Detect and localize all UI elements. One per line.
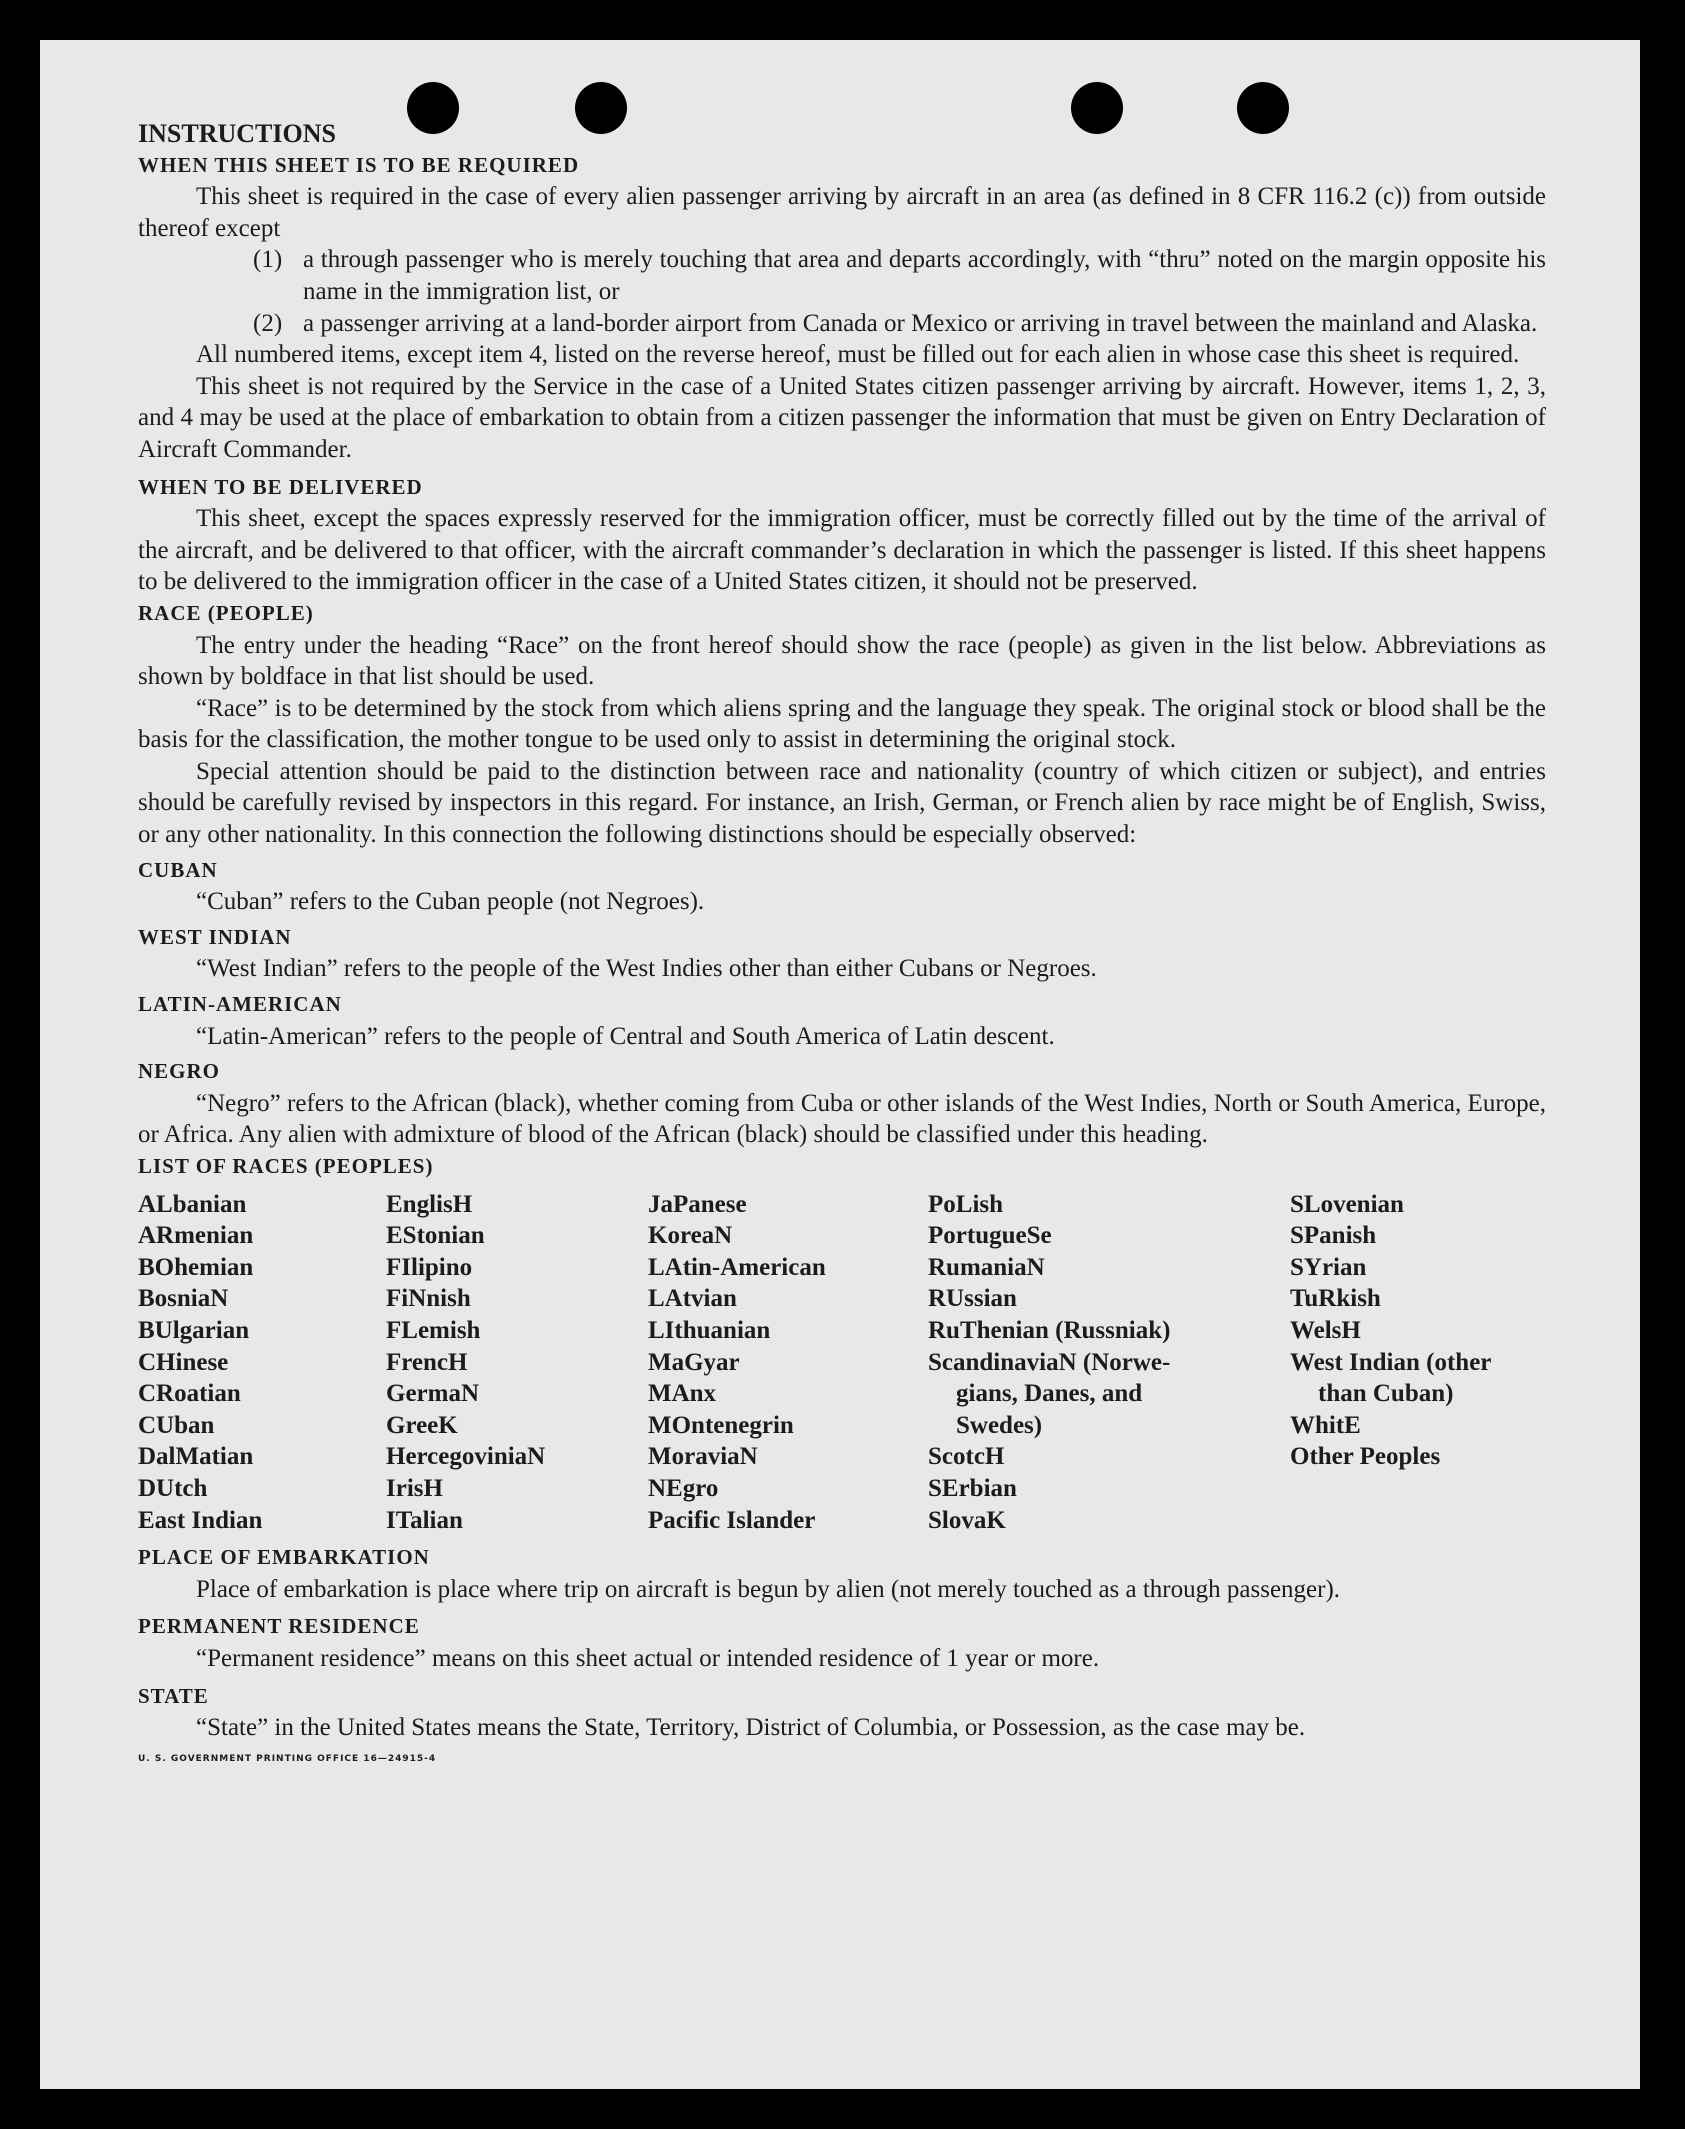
race-entry: RUssian [928,1285,1017,1313]
race-entry: RumaniaN [928,1253,1045,1281]
race-entry: SErbian [928,1474,1017,1502]
list-item [138,308,1546,340]
list-item [138,244,1546,307]
heading-negro: NEGRO [138,1059,221,1084]
printer-imprint: U. S. GOVERNMENT PRINTING OFFICE 16—24915-4 [138,1753,437,1764]
race-entry: PortugueSe [928,1222,1052,1250]
race-entry: EStonian [386,1222,485,1250]
races-column-5 [1290,1189,1546,1537]
race-entry: EnglisH [386,1190,473,1218]
race-entry: FLemish [386,1316,481,1344]
paragraph: This sheet is required in the case of every alien passenger arriving by aircraft in an area (as defined in 8 CFR 116.2 (c)) from outside thereof except [138,183,1546,242]
race-entry: HercegoviniaN [386,1443,546,1471]
item-number: (1) [253,246,283,274]
paragraph: This sheet, except the spaces expressly reserved for the immigration officer, must be correctly filled out by the time of the arrival of the aircraft, and be delivered to that officer, with the aircraft commander’s declaration in which the passenger is listed. If this sheet happens to be delivered to the immigration officer in the case of a United States citizen, it should not be preserved. [138,505,1546,596]
heading-when-delivered: WHEN TO BE DELIVERED [138,474,423,499]
race-entry-continued: than Cuban) [1318,1380,1454,1408]
paragraph: “Latin-American” refers to the people of Central and South America of Latin descent. [196,1022,1055,1050]
races-column-1 [138,1189,386,1537]
race-entry: IrisH [386,1474,443,1502]
race-entry-continued: Swedes) [956,1411,1043,1439]
paragraph: “State” in the United States means the State, Territory, District of Columbia, or Possession, as the case may be. [196,1714,1306,1742]
item-number: (2) [253,309,283,337]
paragraph: All numbered items, except item 4, listed on the reverse hereof, must be filled out for each alien in whose case this sheet is required. [196,341,1520,369]
race-entry: ARmenian [138,1222,254,1250]
race-entry: SlovaK [928,1506,1006,1534]
race-entry: MaGyar [648,1348,740,1376]
race-entry: TuRkish [1290,1285,1381,1313]
item-text: a passenger arriving at a land-border airport from Canada or Mexico or arriving in travel between the mainland and Alaska. [303,309,1538,337]
race-entry: GreeK [386,1411,458,1439]
race-entry: East Indian [138,1506,263,1534]
race-entry-continued: gians, Danes, and [956,1380,1143,1408]
heading-west-indian: WEST INDIAN [138,924,292,949]
race-entry: JaPanese [648,1190,747,1218]
race-entry: LIthuanian [648,1316,771,1344]
race-entry: MAnx [648,1380,717,1408]
race-entry: FrencH [386,1348,468,1376]
race-entry: Other Peoples [1290,1443,1441,1471]
race-entry: LAtin-American [648,1253,826,1281]
races-column-3 [648,1189,928,1537]
race-entry: ITalian [386,1506,463,1534]
race-entry: CHinese [138,1348,229,1376]
races-column-4 [928,1189,1290,1537]
race-entry: BosniaN [138,1285,229,1313]
heading-permanent-residence: PERMANENT RESIDENCE [138,1614,420,1639]
page-title: INSTRUCTIONS [138,119,336,148]
paragraph: This sheet is not required by the Service in the case of a United States citizen passenger arriving by aircraft. However, items 1, 2, 3, and 4 may be used at the place of embarkation to obtain from a citizen passenger the information that must be given on Entry Declaration of Aircraft Commander. [138,372,1546,463]
race-entry: SLovenian [1290,1190,1404,1218]
race-entry: FiNnish [386,1285,471,1313]
paragraph: Place of embarkation is place where trip on aircraft is begun by alien (not merely touched as a through passenger). [196,1575,1341,1603]
race-entry: PoLish [928,1190,1004,1218]
paragraph: “Race” is to be determined by the stock from which aliens spring and the language they speak. The original stock or blood shall be the basis for the classification, the mother tongue to be used only to assist in determining the original stock. [138,694,1546,754]
race-entry: FIlipino [386,1253,473,1281]
race-entry: MOntenegrin [648,1411,794,1439]
race-entry: BUlgarian [138,1316,250,1344]
races-list [138,1189,1546,1537]
races-column-2 [386,1189,648,1537]
race-entry: DalMatian [138,1443,254,1471]
race-entry: ScotcH [928,1443,1005,1471]
race-entry: GermaN [386,1380,480,1408]
heading-latin-american: LATIN-AMERICAN [138,992,342,1017]
race-entry: WhitE [1290,1411,1361,1439]
heading-race: RACE (PEOPLE) [138,600,314,625]
race-entry: ALbanian [138,1190,247,1218]
item-text: a through passenger who is merely touching that area and departs accordingly, with “thru” noted on the margin opposite his name in the immigration list, or [303,246,1546,305]
race-entry: DUtch [138,1474,208,1502]
paragraph: Special attention should be paid to the distinction between race and nationality (country of which citizen or subject), and entries should be carefully revised by inspectors in this regard. For instance, an Irish, German, or French alien by race might be of English, Swiss, or any other nationality. In this connection the following distinctions should be especially observed: [138,757,1546,849]
race-entry: ScandinaviaN (Norwe- [928,1348,1171,1376]
document-text [138,118,1546,1775]
race-entry: SYrian [1290,1253,1367,1281]
heading-place-of-embarkation: PLACE OF EMBARKATION [138,1545,430,1570]
heading-cuban: CUBAN [138,857,218,882]
heading-state: STATE [138,1683,209,1708]
race-entry: CRoatian [138,1380,241,1408]
paragraph: “Cuban” refers to the Cuban people (not Negroes). [196,888,705,916]
race-entry: RuThenian (Russniak) [928,1316,1171,1344]
race-entry: WelsH [1290,1316,1361,1344]
paragraph: “West Indian” refers to the people of the West Indies other than either Cubans or Negroes. [196,955,1097,983]
race-entry: MoraviaN [648,1443,758,1471]
paragraph: “Negro” refers to the African (black), whether coming from Cuba or other islands of the West Indies, North or South America, Europe, or Africa. Any alien with admixture of blood of the African (black) should be classified under this heading. [138,1089,1546,1149]
race-entry: LAtvian [648,1285,737,1313]
race-entry: SPanish [1290,1222,1377,1250]
paragraph: “Permanent residence” means on this sheet actual or intended residence of 1 year or more. [196,1644,1100,1672]
paragraph: The entry under the heading “Race” on the front hereof should show the race (people) as given in the list below. Abbreviations as shown by boldface in that list should be used. [138,631,1546,691]
race-entry: NEgro [648,1474,719,1502]
race-entry: CUban [138,1411,215,1439]
race-entry: KoreaN [648,1222,733,1250]
race-entry: West Indian (other [1290,1348,1492,1376]
race-entry: BOhemian [138,1253,254,1281]
heading-list-of-races: LIST OF RACES (PEOPLES) [138,1154,434,1178]
race-entry: Pacific Islander [648,1506,816,1534]
heading-when-required: WHEN THIS SHEET IS TO BE REQUIRED [138,152,580,177]
